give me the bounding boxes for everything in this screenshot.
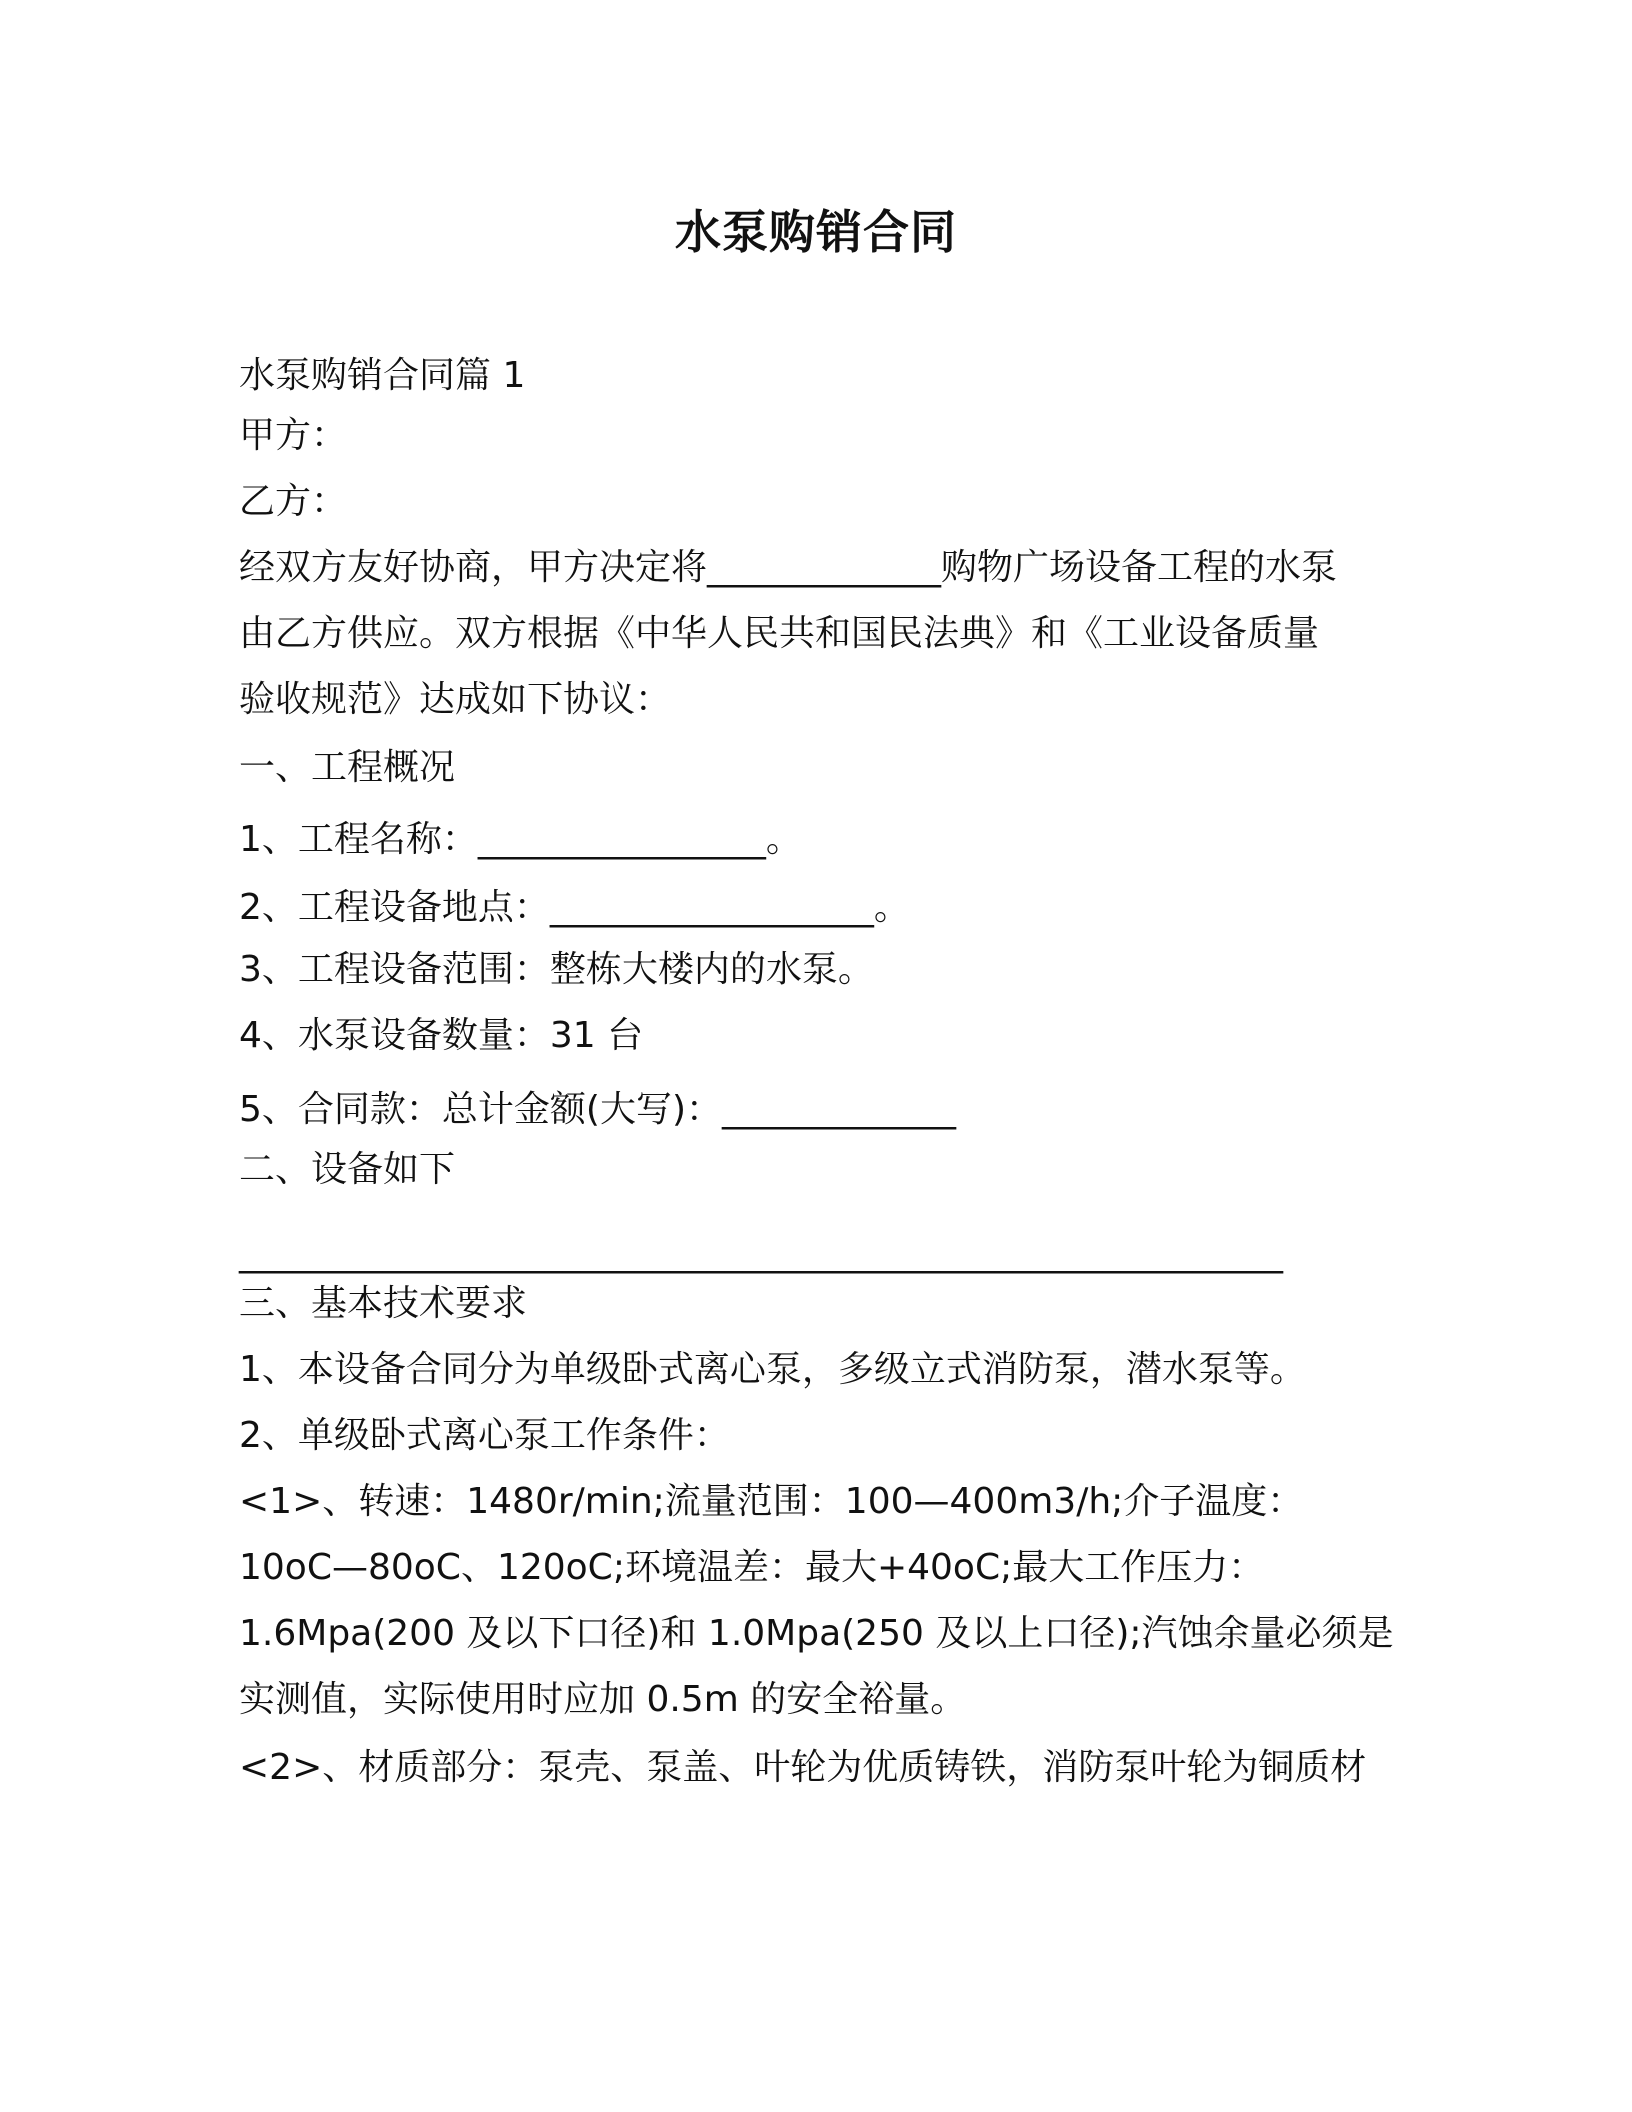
party-a-line: 甲方： [239,415,348,456]
section-heading: 水泵购销合同篇 1 [239,355,526,396]
body-line: 由乙方供应。双方根据《中华人民共和国民法典》和《工业设备质量 [239,613,1320,654]
body-line: 验收规范》达成如下协议： [239,679,672,720]
list-item: 1、工程名称：________________。 [239,819,802,860]
body-line: 1.6Mpa(200 及以下口径)和 1.0Mpa(250 及以上口径);汽蚀余量必须是 [239,1613,1394,1654]
section-heading-3: 三、基本技术要求 [239,1283,528,1324]
body-line: 实测值，实际使用时应加 0.5m 的安全裕量。 [239,1679,967,1720]
list-item: 2、工程设备地点：__________________。 [239,887,910,928]
section-heading-2: 二、设备如下 [239,1149,456,1190]
party-b-line: 乙方： [239,481,348,522]
document-title: 水泵购销合同 [675,205,957,259]
body-line: <2>、材质部分：泵壳、泵盖、叶轮为优质铸铁，消防泵叶轮为铜质材 [239,1747,1367,1788]
body-line: 10oC—80oC、120oC;环境温差：最大+40oC;最大工作压力： [239,1547,1265,1588]
list-item: 3、工程设备范围：整栋大楼内的水泵。 [239,949,874,990]
list-item: 5、合同款：总计金额(大写)：_____________ [239,1089,956,1130]
list-item: 4、水泵设备数量：31 台 [239,1015,644,1056]
list-item: 1、本设备合同分为单级卧式离心泵，多级立式消防泵，潜水泵等。 [239,1349,1306,1390]
list-item: 2、单级卧式离心泵工作条件： [239,1415,730,1456]
blank-underline: __________________________________________________________ [239,1233,1283,1274]
section-heading-1: 一、工程概况 [239,747,456,788]
body-line: <1>、转速：1480r/min;流量范围：100—400m3/h;介子温度： [239,1481,1304,1522]
body-line: 经双方友好协商，甲方决定将_____________购物广场设备工程的水泵 [239,547,1338,588]
